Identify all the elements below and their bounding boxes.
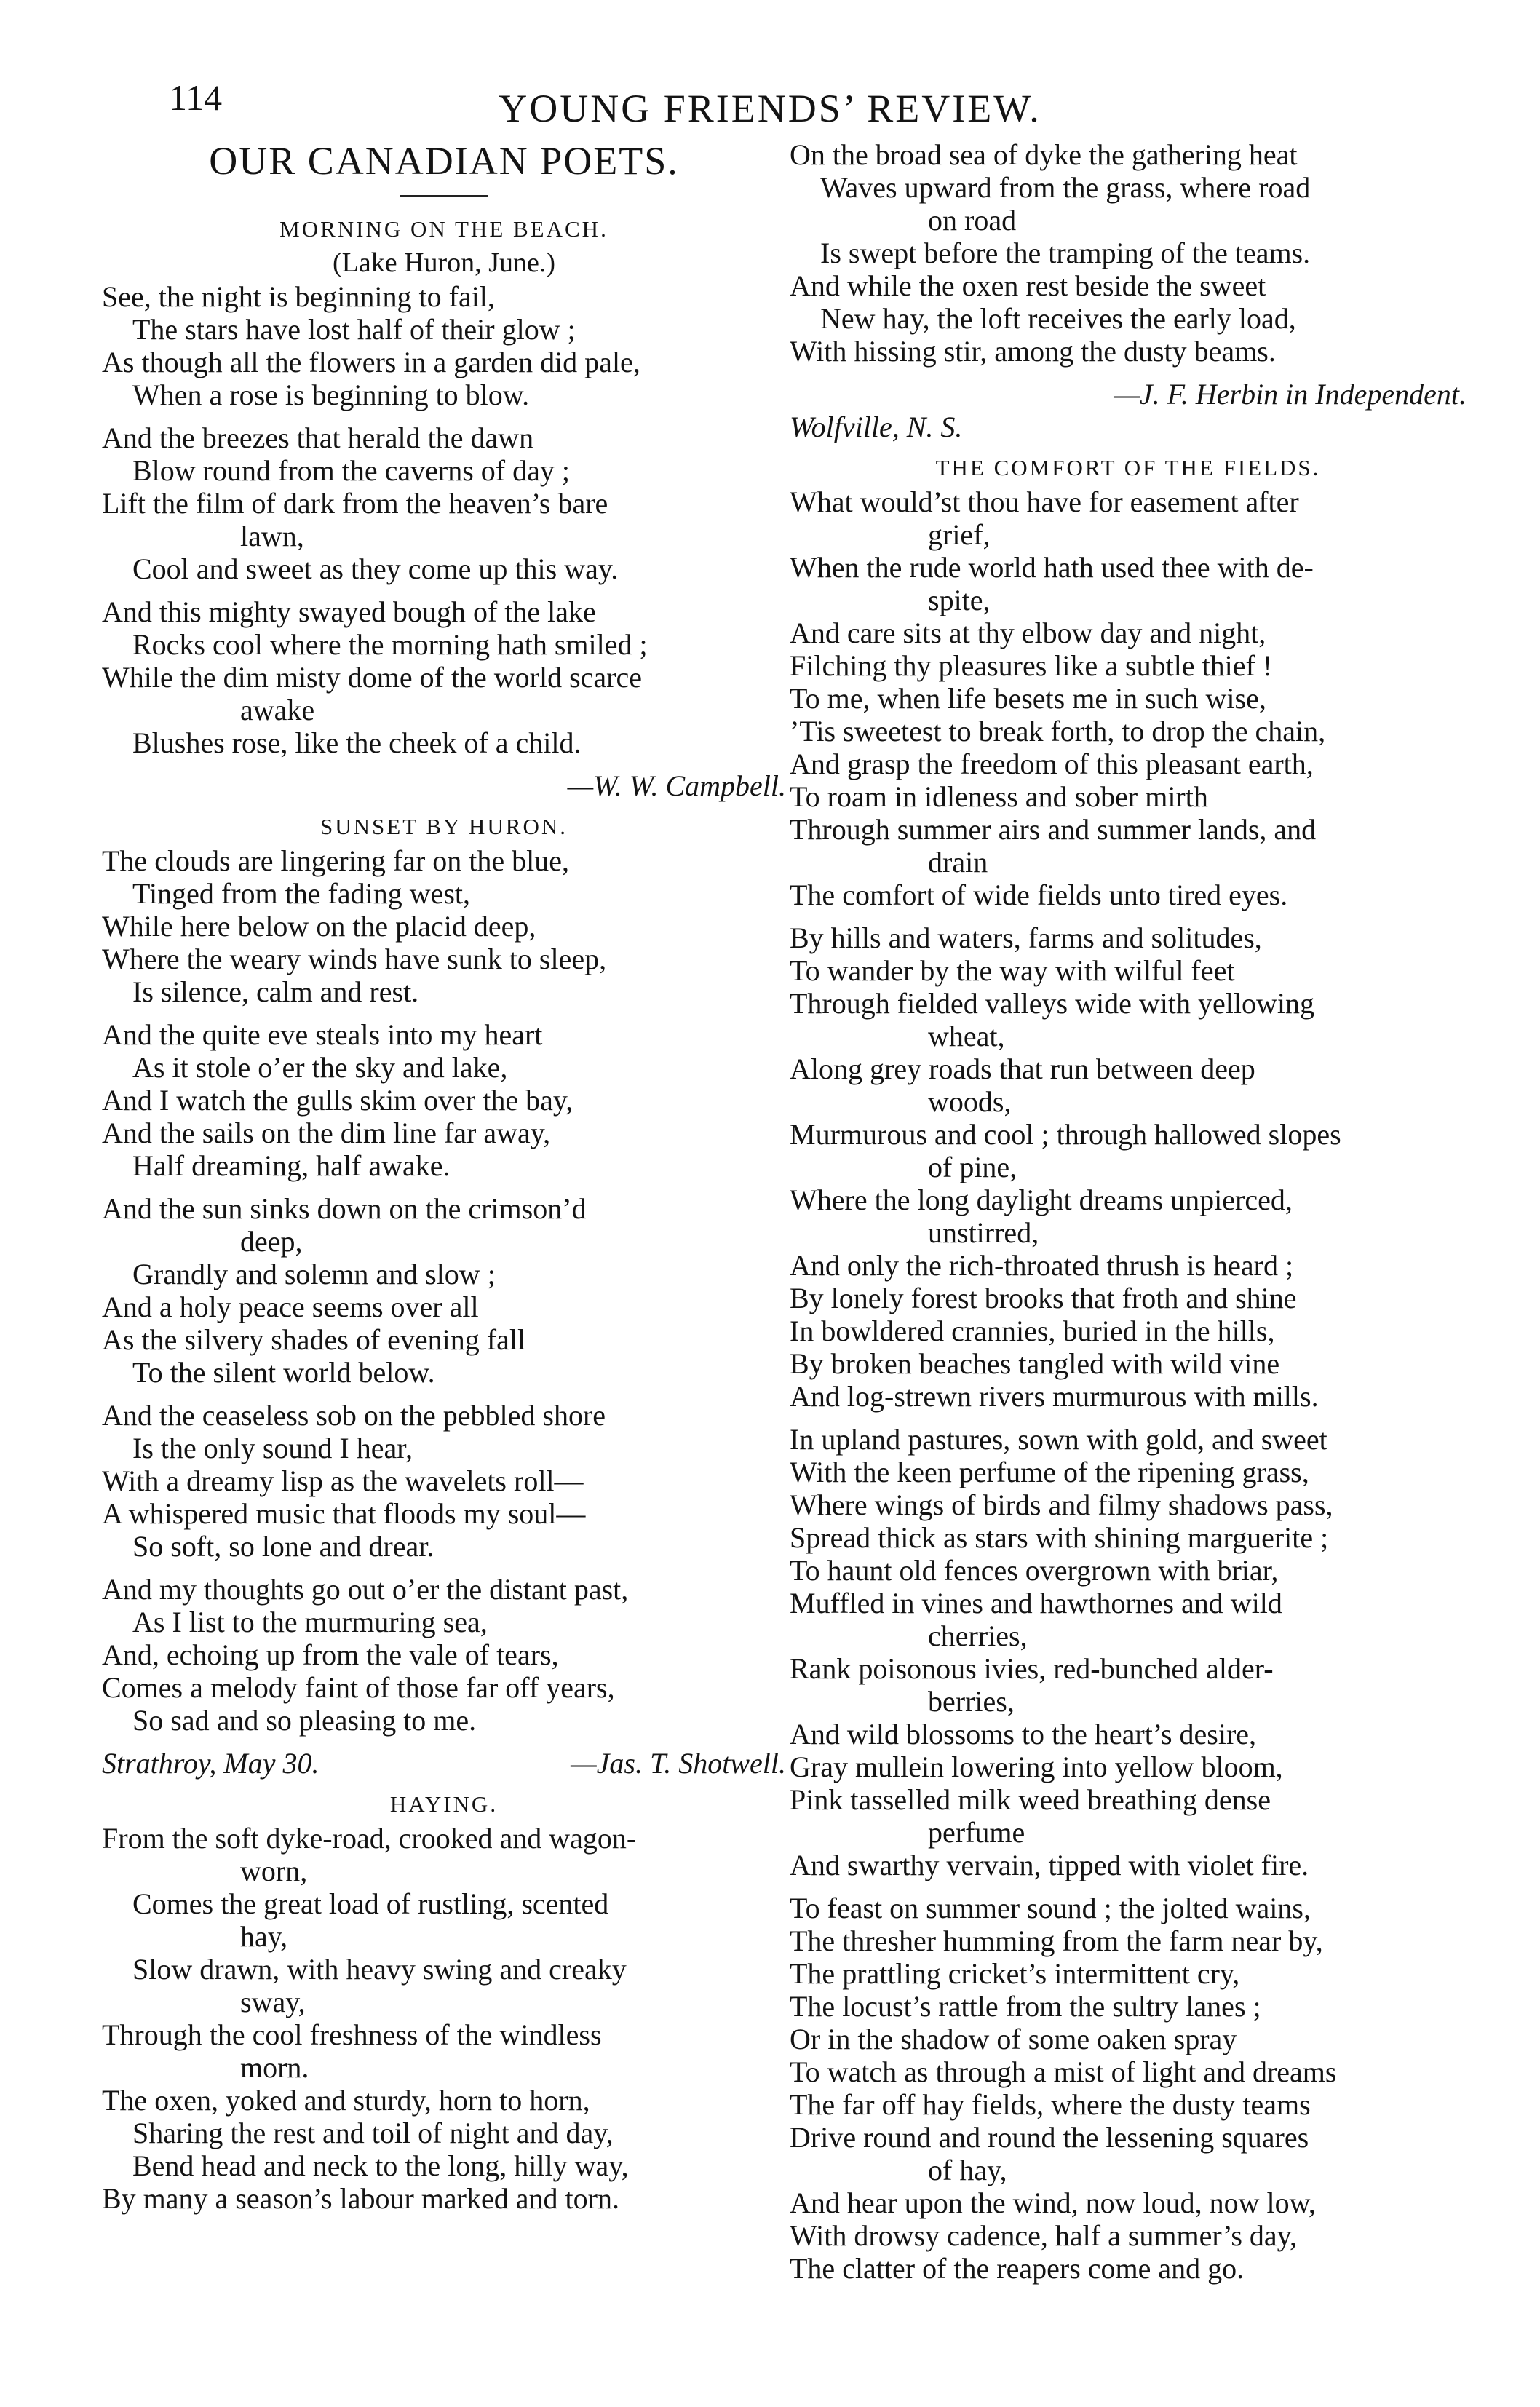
verse-line: By many a season’s labour marked and torn.: [102, 2182, 619, 2215]
poem-stanzas: [102, 280, 786, 759]
verse-line: Blushes rose, like the cheek of a child.: [132, 726, 582, 759]
verse-line: Rank poisonous ivies, red-bunched alder-: [790, 1652, 1274, 1685]
verse-line: With a dreamy lisp as the wavelets roll—: [102, 1464, 584, 1497]
stanza: [102, 280, 786, 411]
verse-line: The thresher humming from the farm near by,: [790, 1924, 1323, 1957]
verse-line: And hear upon the wind, now loud, now low,: [790, 2186, 1316, 2219]
verse-line: To the silent world below.: [132, 1356, 435, 1389]
right-column: [790, 138, 1466, 2295]
verse-line: Tinged from the fading west,: [132, 877, 471, 910]
stanza: [790, 921, 1466, 1413]
verse-line: The far off hay fields, where the dusty teams: [790, 2088, 1311, 2121]
poem-comfort-of-the-fields: [790, 452, 1466, 2285]
verse-line: To feast on summer sound ; the jolted wains,: [790, 1892, 1311, 1924]
verse-line: And my thoughts go out o’er the distant past,: [102, 1573, 629, 1606]
page-number: 114: [169, 77, 223, 118]
verse-line: And swarthy vervain, tipped with violet fire.: [790, 1849, 1309, 1881]
poem-place: Wolfville, N. S.: [790, 411, 963, 443]
verse-line: With the keen perfume of the ripening grass,: [790, 1456, 1309, 1488]
verse-line: And only the rich-throated thrush is heard ;: [790, 1249, 1294, 1282]
verse-line: Slow drawn, with heavy swing and creaky: [132, 1953, 627, 1986]
verse-line: worn,: [240, 1855, 308, 1887]
stanza: [790, 1423, 1466, 1881]
verse-line: Along grey roads that run between deep: [790, 1052, 1255, 1085]
verse-line: Is the only sound I hear,: [132, 1432, 413, 1464]
verse-line: Drive round and round the lessening squares: [790, 2121, 1309, 2154]
verse-line: A whispered music that floods my soul—: [102, 1497, 586, 1530]
verse-line: lawn,: [240, 520, 304, 552]
verse-line: Blow round from the caverns of day ;: [132, 454, 570, 487]
verse-line: The prattling cricket’s intermittent cry,: [790, 1957, 1240, 1990]
verse-line: As I list to the murmuring sea,: [132, 1606, 488, 1638]
poem-title: THE COMFORT OF THE FIELDS.: [935, 455, 1321, 480]
verse-line: While the dim misty dome of the world scarce: [102, 661, 643, 694]
verse-line: sway,: [240, 1986, 306, 2018]
title-rule: [400, 195, 488, 197]
verse-line: Bend head and neck to the long, hilly way,: [132, 2149, 629, 2182]
verse-line: And wild blossoms to the heart’s desire,: [790, 1718, 1257, 1750]
verse-line: And I watch the gulls skim over the bay,: [102, 1084, 573, 1117]
verse-line: grief,: [928, 518, 991, 551]
verse-line: While here below on the placid deep,: [102, 910, 536, 943]
verse-line: The clouds are lingering far on the blue,: [102, 844, 569, 877]
verse-line: And the sails on the dim line far away,: [102, 1117, 551, 1149]
verse-line: In bowldered crannies, buried in the hills,: [790, 1314, 1275, 1347]
verse-line: Sharing the rest and toil of night and day,: [132, 2117, 614, 2149]
stanza: [102, 1018, 786, 1182]
verse-line: So sad and so pleasing to me.: [132, 1704, 477, 1737]
verse-line: Lift the film of dark from the heaven’s bare: [102, 487, 608, 520]
verse-line: Pink tasselled milk weed breathing dense: [790, 1783, 1271, 1816]
verse-line: Muffled in vines and hawthornes and wild: [790, 1587, 1282, 1619]
verse-line: Spread thick as stars with shining marguerite ;: [790, 1521, 1329, 1554]
poem-stanzas: [102, 844, 786, 1737]
verse-line: on road: [928, 204, 1017, 237]
verse-line: When a rose is beginning to blow.: [132, 378, 530, 411]
stanza: [102, 421, 786, 585]
stanza: [102, 1399, 786, 1563]
verse-line: To roam in idleness and sober mirth: [790, 780, 1208, 813]
poem-title: SUNSET BY HURON.: [320, 814, 568, 839]
stanza: [102, 595, 786, 759]
verse-line: The oxen, yoked and sturdy, horn to horn,: [102, 2084, 590, 2117]
verse-line: To haunt old fences overgrown with briar,: [790, 1554, 1279, 1587]
verse-line: What would’st thou have for easement after: [790, 485, 1299, 518]
verse-line: spite,: [928, 584, 991, 616]
verse-line: In upland pastures, sown with gold, and sweet: [790, 1423, 1327, 1456]
verse-line: And care sits at thy elbow day and night,: [790, 616, 1266, 649]
verse-line: By hills and waters, farms and solitudes,: [790, 921, 1262, 954]
verse-line: of hay,: [928, 2154, 1007, 2186]
poem-haying: [102, 1788, 786, 2215]
poem-morning-on-the-beach: [102, 213, 786, 802]
verse-line: From the soft dyke-road, crooked and wagon-: [102, 1822, 637, 1855]
verse-line: To wander by the way with wilful feet: [790, 954, 1235, 987]
verse-line: With drowsy cadence, half a summer’s day,: [790, 2219, 1298, 2252]
verse-line: Cool and sweet as they come up this way.: [132, 552, 619, 585]
poem-stanzas: [790, 485, 1466, 2285]
verse-line: And the breezes that herald the dawn: [102, 421, 534, 454]
verse-line: And grasp the freedom of this pleasant earth,: [790, 748, 1314, 780]
verse-line: So soft, so lone and drear.: [132, 1530, 434, 1563]
poem-title: MORNING ON THE BEACH.: [279, 216, 608, 242]
verse-line: By lonely forest brooks that froth and shine: [790, 1282, 1297, 1314]
verse-line: Where the long daylight dreams unpierced,: [790, 1183, 1293, 1216]
stanza: [102, 844, 786, 1008]
verse-line: Or in the shadow of some oaken spray: [790, 2023, 1237, 2055]
verse-line: The comfort of wide fields unto tired eyes.: [790, 879, 1288, 911]
verse-line: ’Tis sweetest to break forth, to drop the chain,: [790, 715, 1326, 748]
verse-line: And the sun sinks down on the crimson’d: [102, 1192, 587, 1225]
verse-line: The stars have lost half of their glow ;: [132, 313, 576, 346]
verse-line: The clatter of the reapers come and go.: [790, 2252, 1245, 2285]
verse-line: Comes the great load of rustling, scented: [132, 1887, 609, 1920]
verse-line: As it stole o’er the sky and lake,: [132, 1051, 508, 1084]
verse-line: When the rude world hath used thee with de-: [790, 551, 1314, 584]
verse-line: And while the oxen rest beside the sweet: [790, 269, 1266, 302]
poem-stanzas: [102, 1822, 786, 2215]
verse-line: Rocks cool where the morning hath smiled ;: [132, 628, 648, 661]
poem-signature-row: [102, 1747, 786, 1780]
verse-line: See, the night is beginning to fail,: [102, 280, 495, 313]
poem-haying-continued: [790, 138, 1466, 443]
verse-line: unstirred,: [928, 1216, 1039, 1249]
verse-line: Grandly and solemn and slow ;: [132, 1258, 496, 1290]
verse-line: berries,: [928, 1685, 1015, 1718]
verse-line: To watch as through a mist of light and dreams: [790, 2055, 1337, 2088]
verse-line: And a holy peace seems over all: [102, 1290, 479, 1323]
verse-line: Waves upward from the grass, where road: [820, 171, 1311, 204]
verse-line: of pine,: [928, 1151, 1017, 1183]
verse-line: And, echoing up from the vale of tears,: [102, 1638, 559, 1671]
poem-signature: —W. W. Campbell.: [567, 769, 786, 802]
verse-line: Is swept before the tramping of the teams.: [820, 237, 1311, 269]
left-column: [102, 138, 786, 2225]
verse-line: cherries,: [928, 1619, 1028, 1652]
poem-title: HAYING.: [389, 1791, 499, 1817]
verse-line: awake: [240, 694, 315, 726]
verse-line: hay,: [240, 1920, 288, 1953]
verse-line: Half dreaming, half awake.: [132, 1149, 451, 1182]
verse-line: drain: [928, 846, 988, 879]
verse-line: Murmurous and cool ; through hallowed slopes: [790, 1118, 1341, 1151]
verse-line: Where the weary winds have sunk to sleep,: [102, 943, 607, 975]
running-title: YOUNG FRIENDS’ REVIEW.: [499, 87, 1041, 130]
verse-line: And the ceaseless sob on the pebbled shore: [102, 1399, 606, 1432]
verse-line: To me, when life besets me in such wise,: [790, 682, 1266, 715]
verse-line: On the broad sea of dyke the gathering heat: [790, 138, 1298, 171]
poem-place: Strathroy, May 30.: [102, 1747, 319, 1780]
verse-line: As the silvery shades of evening fall: [102, 1323, 526, 1356]
verse-line: wheat,: [928, 1020, 1005, 1052]
stanza: [790, 485, 1466, 911]
verse-line: Filching thy pleasures like a subtle thief !: [790, 649, 1273, 682]
stanza: [790, 1892, 1466, 2285]
verse-line: Through fielded valleys wide with yellowing: [790, 987, 1314, 1020]
verse-line: New hay, the loft receives the early load,: [820, 302, 1296, 335]
stanza: [790, 138, 1466, 368]
poem-signature: —J. F. Herbin in Independent.: [1114, 378, 1466, 411]
stanza: [102, 1573, 786, 1737]
verse-line: Comes a melody faint of those far off years,: [102, 1671, 615, 1704]
verse-line: Where wings of birds and filmy shadows pass,: [790, 1488, 1333, 1521]
stanza: [102, 1822, 786, 2215]
verse-line: The locust’s rattle from the sultry lanes ;: [790, 1990, 1261, 2023]
verse-line: And this mighty swayed bough of the lake: [102, 595, 596, 628]
verse-line: morn.: [240, 2051, 309, 2084]
verse-line: Through summer airs and summer lands, and: [790, 813, 1317, 846]
stanza: [102, 1192, 786, 1389]
verse-line: woods,: [928, 1085, 1012, 1118]
poem-subtitle: (Lake Huron, June.): [332, 247, 555, 278]
verse-line: By broken beaches tangled with wild vine: [790, 1347, 1280, 1380]
poem-stanzas: [790, 138, 1466, 368]
verse-line: Gray mullein lowering into yellow bloom,: [790, 1750, 1283, 1783]
verse-line: With hissing stir, among the dusty beams.: [790, 335, 1276, 368]
poem-sunset-by-huron: [102, 811, 786, 1780]
verse-line: As though all the flowers in a garden did pale,: [102, 346, 640, 378]
verse-line: And log-strewn rivers murmurous with mills.: [790, 1380, 1319, 1413]
verse-line: perfume: [928, 1816, 1025, 1849]
poem-signature: —Jas. T. Shotwell.: [571, 1747, 786, 1780]
verse-line: And the quite eve steals into my heart: [102, 1018, 543, 1051]
verse-line: Is silence, calm and rest.: [132, 975, 419, 1008]
section-title: OUR CANADIAN POETS.: [209, 139, 679, 183]
verse-line: deep,: [240, 1225, 303, 1258]
verse-line: Through the cool freshness of the windless: [102, 2018, 602, 2051]
